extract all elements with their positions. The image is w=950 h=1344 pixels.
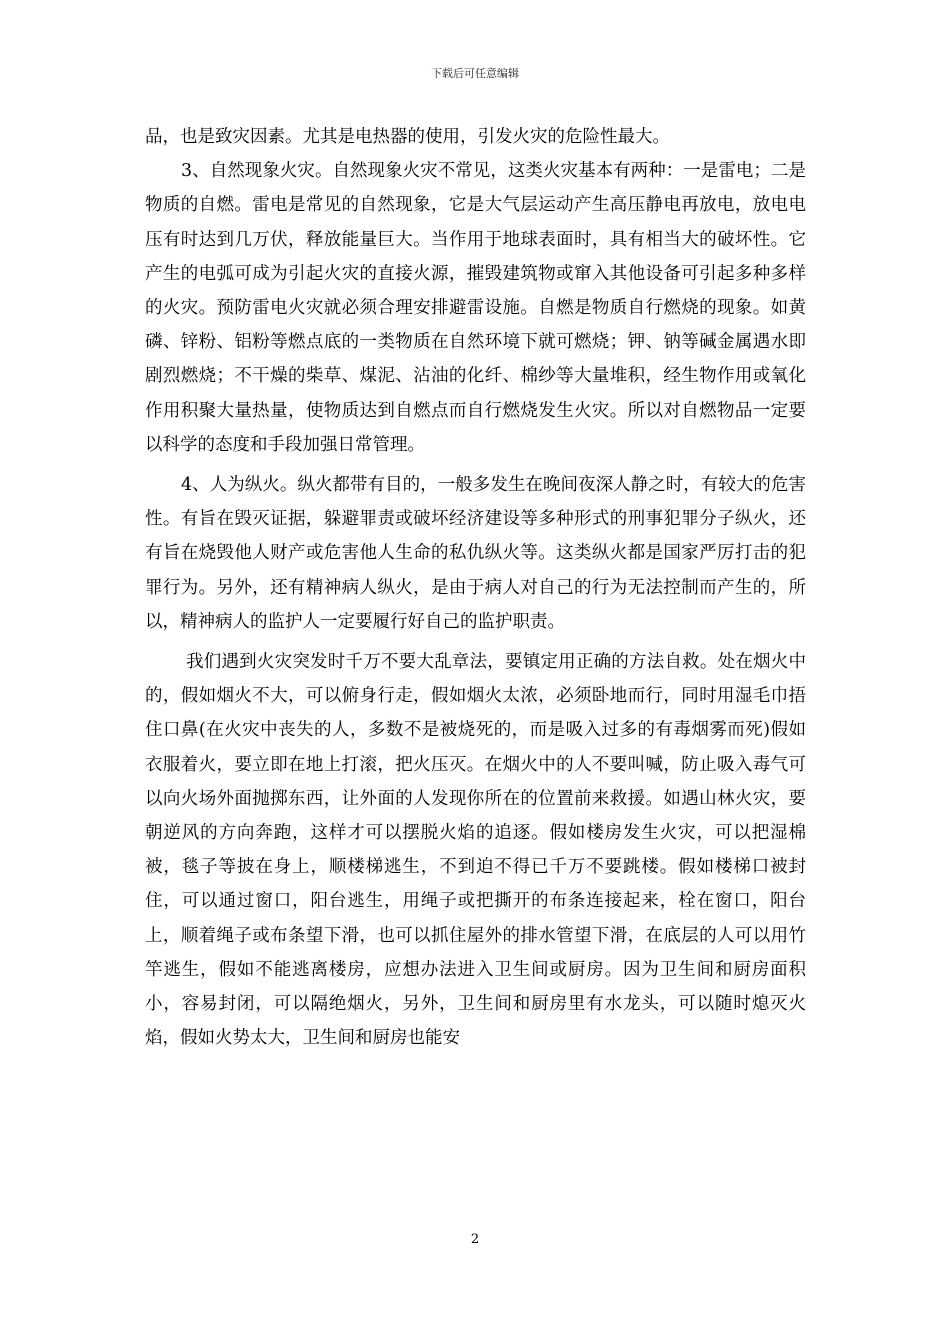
page-header-note: 下载后可任意编辑	[431, 67, 519, 80]
paragraph-arson: 4、人为纵火。纵火都带有目的，一般多发生在晚间夜深人静之时，有较大的危害性。有旨在毁灭证据，躲避罪责或破坏经济建设等多种形式的刑事犯罪分子纵火，还有旨在烧毁他人财产或危害他人生命的私仇纵火等。这类纵火都是国家严厉打击的犯罪行为。另外，还有精神病人纵火，是由于病人对自己的行为无法控制而产生的，所以，精神病人的监护人一定要履行好自己的监护职责。	[145, 475, 806, 632]
document-body	[145, 120, 806, 1055]
paragraph-natural-fire: 3、自然现象火灾。自然现象火灾不常见，这类火灾基本有两种：一是雷电；二是物质的自燃。雷电是常见的自然现象，它是大气层运动产生高压静电再放电，放电电压有时达到几万伏，释放能量巨大。当作用于地球表面时，具有相当大的破坏性。它产生的电弧可成为引起火灾的直接火源，摧毁建筑物或窜入其他设备可引起多种多样的火灾。预防雷电火灾就必须合理安排避雷设施。自燃是物质自行燃烧的现象。如黄磷、锌粉、铝粉等燃点底的一类物质在自然环境下就可燃烧；钾、钠等碱金属遇水即剧烈燃烧；不干燥的柴草、煤泥、沾油的化纤、棉纱等大量堆积，经生物作用或氧化作用积聚大量热量，使物质达到自燃点而自行燃烧发生火灾。所以对自燃物品一定要以科学的态度和手段加强日常管理。	[145, 161, 806, 455]
page-number: 2	[470, 1232, 480, 1247]
paragraph-self-rescue: 我们遇到火灾突发时千万不要大乱章法，要镇定用正确的方法自救。处在烟火中的，假如烟火不大，可以俯身行走，假如烟火太浓，必须卧地而行，同时用湿毛巾捂住口鼻(在火灾中丧失的人，多数不是被烧死的，而是吸入过多的有毒烟雾而死)假如衣服着火，要立即在地上打滚，把火压灭。在烟火中的人不要叫喊，防止吸入毒气可以向火场外面抛掷东西，让外面的人发现你所在的位置前来救援。如遇山林火灾，要朝逆风的方向奔跑，这样才可以摆脱火焰的追逐。假如楼房发生火灾，可以把湿棉被，毯子等披在身上，顺楼梯逃生，不到迫不得已千万不要跳楼。假如楼梯口被封住，可以通过窗口，阳台逃生，用绳子或把撕开的布条连接起来，栓在窗口，阳台上，顺着绳子或布条望下滑，也可以抓住屋外的排水管望下滑，在底层的人可以用竹竿逃生，假如不能逃离楼房，应想办法进入卫生间或厨房。因为卫生间和厨房面积小，容易封闭，可以隔绝烟火，另外，卫生间和厨房里有水龙头，可以随时熄灭火焰，假如火势太大，卫生间和厨房也能安	[145, 652, 806, 1049]
paragraph-continuation: 品，也是致灾因素。尤其是电热器的使用，引发火灾的危险性最大。	[145, 127, 670, 147]
